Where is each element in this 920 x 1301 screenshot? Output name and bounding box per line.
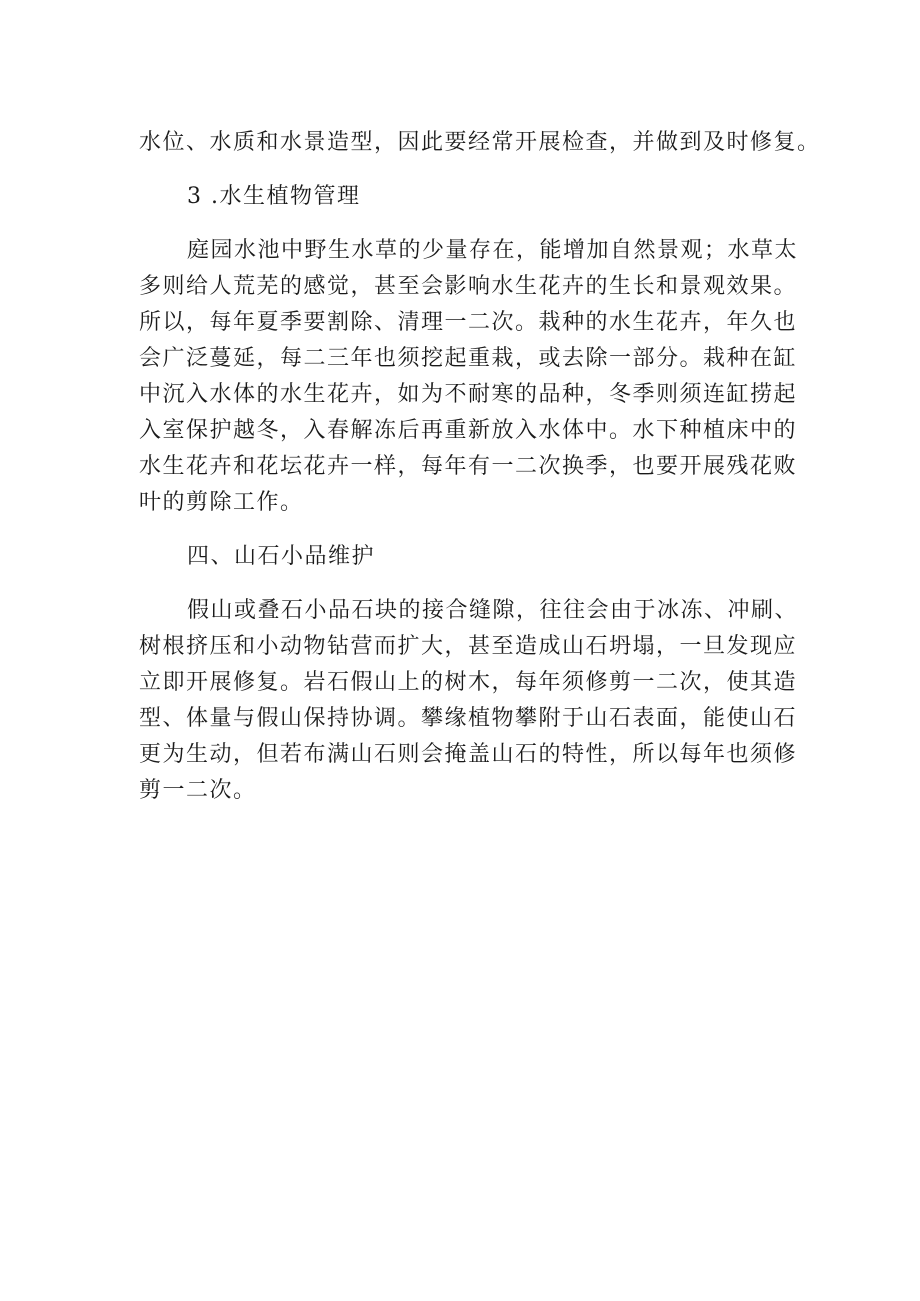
section-heading: 3 .水生植物管理 <box>187 184 361 209</box>
paragraph-line: 庭园水池中野生水草的少量存在，能增加自然景观；水草太 <box>187 238 799 263</box>
paragraph-line: 假山或叠石小品石块的接合缝隙，往往会由于冰冻、冲刷、 <box>187 598 799 623</box>
section-heading: 四、山石小品维护 <box>187 544 376 569</box>
paragraph-line: 水位、水质和水景造型，因此要经常开展检查，并做到及时修复。 <box>139 130 821 155</box>
paragraph-line: 所以，每年夏季要割除、清理一二次。栽种的水生花卉，年久也 <box>139 310 798 335</box>
paragraph-line: 叶的剪除工作。 <box>139 490 304 515</box>
paragraph-line: 立即开展修复。岩石假山上的树木，每年须修剪一二次，使其造 <box>139 670 798 695</box>
paragraph-line: 水生花卉和花坛花卉一样，每年有一二次换季，也要开展残花败 <box>139 454 798 479</box>
paragraph-line: 入室保护越冬，入春解冻后再重新放入水体中。水下种植床中的 <box>139 418 798 443</box>
paragraph-line: 型、体量与假山保持协调。攀缘植物攀附于山石表面，能使山石 <box>139 706 798 731</box>
paragraph-line: 树根挤压和小动物钻营而扩大，甚至造成山石坍塌，一旦发现应 <box>139 634 798 659</box>
paragraph-line: 多则给人荒芜的感觉，甚至会影响水生花卉的生长和景观效果。 <box>139 274 798 299</box>
paragraph-line: 中沉入水体的水生花卉，如为不耐寒的品种，冬季则须连缸捞起 <box>139 382 798 407</box>
paragraph-line: 会广泛蔓延，每二三年也须挖起重栽，或去除一部分。栽种在缸 <box>139 346 798 371</box>
paragraph-line: 更为生动，但若布满山石则会掩盖山石的特性，所以每年也须修 <box>139 742 798 767</box>
paragraph-line: 剪一二次。 <box>139 778 257 803</box>
